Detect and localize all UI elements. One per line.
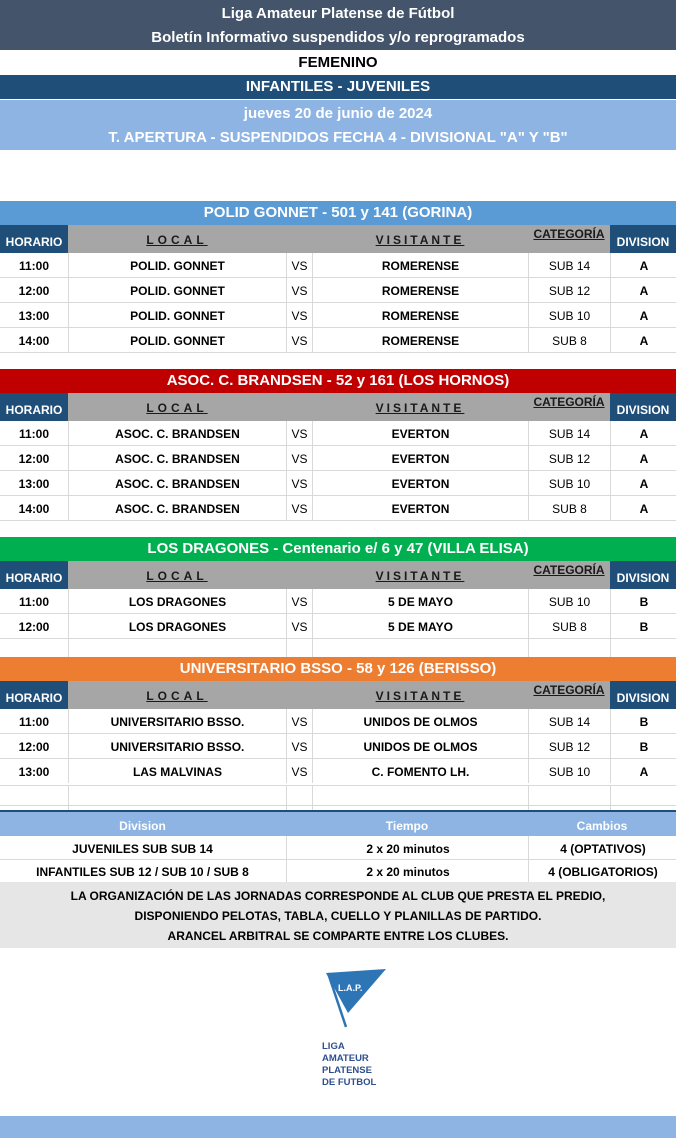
match-category: SUB 12 bbox=[528, 734, 610, 758]
match-local: POLID. GONNET bbox=[68, 328, 286, 352]
gender-label: FEMENINO bbox=[0, 52, 676, 74]
match-visitor: C. FOMENTO LH. bbox=[312, 759, 528, 783]
summary-cambios: 4 (OBLIGATORIOS) bbox=[528, 859, 676, 885]
col-division: DIVISION bbox=[610, 561, 676, 589]
table-header bbox=[0, 561, 676, 589]
summary-tiempo: 2 x 20 minutos bbox=[286, 859, 529, 885]
col-division: DIVISION bbox=[610, 225, 676, 253]
match-category: SUB 8 bbox=[528, 328, 610, 352]
match-local bbox=[68, 786, 286, 810]
summary-cambios: 4 (OPTATIVOS) bbox=[528, 836, 676, 862]
match-local: ASOC. C. BRANDSEN bbox=[68, 496, 286, 520]
note-line: DISPONIENDO PELOTAS, TABLA, CUELLO Y PLANILLAS DE PARTIDO. bbox=[134, 909, 542, 923]
match-visitor: ROMERENSE bbox=[312, 253, 528, 277]
match-time: 14:00 bbox=[18, 502, 50, 516]
match-category: SUB 12 bbox=[528, 278, 610, 302]
match-vs: VS bbox=[286, 709, 312, 733]
col-categoria: CATEGORÍA bbox=[533, 683, 605, 697]
col-horario: HORARIO bbox=[0, 225, 68, 253]
col-horario: HORARIO bbox=[0, 393, 68, 421]
match-time: 13:00 bbox=[18, 765, 50, 779]
venue-title: LOS DRAGONES - Centenario e/ 6 y 47 (VILLA ELISA) bbox=[0, 537, 676, 561]
match-vs: VS bbox=[286, 759, 312, 783]
table-row bbox=[0, 253, 676, 278]
league-name: Liga Amateur Platense de Fútbol bbox=[221, 5, 455, 22]
note-line: ARANCEL ARBITRAL SE COMPARTE ENTRE LOS CLUBES. bbox=[167, 929, 509, 943]
match-category: SUB 8 bbox=[528, 496, 610, 520]
logo-line: LIGA bbox=[322, 1041, 345, 1052]
table-row bbox=[0, 786, 676, 806]
table-row bbox=[0, 303, 676, 328]
col-division: DIVISION bbox=[610, 681, 676, 709]
match-visitor: EVERTON bbox=[312, 496, 528, 520]
category-label: INFANTILES - JUVENILES bbox=[0, 75, 676, 99]
col-categoria: CATEGORÍA bbox=[533, 395, 605, 409]
match-time: 12:00 bbox=[18, 452, 50, 466]
match-division: A bbox=[610, 446, 676, 470]
match-vs: VS bbox=[286, 734, 312, 758]
col-categoria: CATEGORÍA bbox=[533, 227, 605, 241]
match-time: 13:00 bbox=[18, 477, 50, 491]
match-division: A bbox=[610, 328, 676, 352]
match-division: A bbox=[610, 421, 676, 445]
table-row bbox=[0, 421, 676, 446]
match-division bbox=[610, 786, 676, 810]
match-category: SUB 10 bbox=[528, 759, 610, 783]
match-category: SUB 14 bbox=[528, 253, 610, 277]
footer-bar bbox=[0, 1116, 676, 1138]
match-visitor: UNIDOS DE OLMOS bbox=[312, 734, 528, 758]
match-local: UNIVERSITARIO BSSO. bbox=[68, 734, 286, 758]
match-visitor: EVERTON bbox=[312, 446, 528, 470]
col-local: LOCAL bbox=[146, 689, 208, 703]
match-vs: VS bbox=[286, 421, 312, 445]
table-row bbox=[0, 589, 676, 614]
match-category: SUB 10 bbox=[528, 589, 610, 613]
table-row bbox=[0, 709, 676, 734]
table-row bbox=[0, 328, 676, 353]
col-division: DIVISION bbox=[610, 393, 676, 421]
summary-division: JUVENILES SUB SUB 14 bbox=[72, 842, 213, 856]
match-time: 12:00 bbox=[18, 740, 50, 754]
summary-header bbox=[0, 810, 676, 836]
match-division: B bbox=[610, 589, 676, 613]
match-visitor: EVERTON bbox=[312, 471, 528, 495]
col-local: LOCAL bbox=[146, 569, 208, 583]
match-category: SUB 10 bbox=[528, 303, 610, 327]
match-division: B bbox=[610, 709, 676, 733]
venue-block bbox=[0, 201, 676, 353]
match-local: POLID. GONNET bbox=[68, 278, 286, 302]
match-visitor: ROMERENSE bbox=[312, 278, 528, 302]
col-visitante: VISITANTE bbox=[375, 233, 465, 247]
match-vs: VS bbox=[286, 496, 312, 520]
match-visitor: UNIDOS DE OLMOS bbox=[312, 709, 528, 733]
match-vs: VS bbox=[286, 589, 312, 613]
match-division: A bbox=[610, 278, 676, 302]
match-vs: VS bbox=[286, 446, 312, 470]
match-division: B bbox=[610, 734, 676, 758]
table-row bbox=[0, 278, 676, 303]
bulletin-title: Boletín Informativo suspendidos y/o reprogramados bbox=[151, 29, 525, 46]
match-time: 11:00 bbox=[18, 427, 50, 441]
summary-col-cambios: Cambios bbox=[576, 819, 628, 833]
match-time: 13:00 bbox=[18, 309, 50, 323]
venue-block bbox=[0, 537, 676, 664]
match-time: 11:00 bbox=[18, 595, 50, 609]
venue-title: POLID GONNET - 501 y 141 (GORINA) bbox=[0, 201, 676, 225]
match-visitor: 5 DE MAYO bbox=[312, 614, 528, 638]
match-vs: VS bbox=[286, 328, 312, 352]
col-local: LOCAL bbox=[146, 233, 208, 247]
note-line: LA ORGANIZACIÓN DE LAS JORNADAS CORRESPONDE AL CLUB QUE PRESTA EL PREDIO, bbox=[70, 889, 606, 903]
match-category: SUB 10 bbox=[528, 471, 610, 495]
col-horario: HORARIO bbox=[0, 681, 68, 709]
logo-line: PLATENSE bbox=[322, 1065, 372, 1076]
match-category: SUB 12 bbox=[528, 446, 610, 470]
venue-title: UNIVERSITARIO BSSO - 58 y 126 (BERISSO) bbox=[0, 657, 676, 681]
match-time: 12:00 bbox=[18, 620, 50, 634]
match-vs: VS bbox=[286, 614, 312, 638]
match-visitor: EVERTON bbox=[312, 421, 528, 445]
summary-row bbox=[0, 859, 676, 883]
match-time bbox=[0, 786, 68, 810]
table-row bbox=[0, 614, 676, 639]
date-banner bbox=[0, 100, 676, 150]
bulletin-header bbox=[0, 0, 676, 50]
col-visitante: VISITANTE bbox=[375, 401, 465, 415]
table-row bbox=[0, 471, 676, 496]
col-horario: HORARIO bbox=[0, 561, 68, 589]
summary-division: INFANTILES SUB 12 / SUB 10 / SUB 8 bbox=[36, 865, 249, 879]
table-header bbox=[0, 393, 676, 421]
match-visitor: 5 DE MAYO bbox=[312, 589, 528, 613]
match-date: jueves 20 de junio de 2024 bbox=[243, 105, 433, 122]
match-visitor: ROMERENSE bbox=[312, 303, 528, 327]
match-division: A bbox=[610, 496, 676, 520]
col-local: LOCAL bbox=[146, 401, 208, 415]
venue-block bbox=[0, 369, 676, 521]
match-time: 11:00 bbox=[18, 715, 50, 729]
table-row bbox=[0, 496, 676, 521]
match-vs: VS bbox=[286, 253, 312, 277]
organization-note bbox=[0, 882, 676, 948]
summary-row bbox=[0, 836, 676, 860]
col-visitante: VISITANTE bbox=[375, 689, 465, 703]
summary-col-division: Division bbox=[119, 819, 166, 833]
match-visitor: ROMERENSE bbox=[312, 328, 528, 352]
match-category: SUB 14 bbox=[528, 709, 610, 733]
league-logo bbox=[300, 965, 410, 1100]
match-local: ASOC. C. BRANDSEN bbox=[68, 446, 286, 470]
table-row bbox=[0, 446, 676, 471]
table-row bbox=[0, 734, 676, 759]
venue-title: ASOC. C. BRANDSEN - 52 y 161 (LOS HORNOS) bbox=[0, 369, 676, 393]
match-division: B bbox=[610, 614, 676, 638]
table-header bbox=[0, 681, 676, 709]
summary-tiempo: 2 x 20 minutos bbox=[286, 836, 529, 862]
match-division: A bbox=[610, 303, 676, 327]
col-categoria: CATEGORÍA bbox=[533, 563, 605, 577]
match-vs: VS bbox=[286, 471, 312, 495]
match-vs: VS bbox=[286, 303, 312, 327]
match-vs: VS bbox=[286, 278, 312, 302]
match-local: UNIVERSITARIO BSSO. bbox=[68, 709, 286, 733]
match-local: LAS MALVINAS bbox=[68, 759, 286, 783]
match-local: POLID. GONNET bbox=[68, 253, 286, 277]
table-row bbox=[0, 759, 676, 786]
tournament-label: T. APERTURA - SUSPENDIDOS FECHA 4 - DIVISIONAL "A" Y "B" bbox=[108, 129, 568, 146]
match-local: LOS DRAGONES bbox=[68, 589, 286, 613]
match-division: A bbox=[610, 759, 676, 783]
venue-block bbox=[0, 657, 676, 806]
match-time: 12:00 bbox=[18, 284, 50, 298]
col-visitante: VISITANTE bbox=[375, 569, 465, 583]
match-division: A bbox=[610, 253, 676, 277]
match-local: ASOC. C. BRANDSEN bbox=[68, 421, 286, 445]
match-local: ASOC. C. BRANDSEN bbox=[68, 471, 286, 495]
match-category bbox=[528, 786, 610, 810]
flag-text: L.A.P. bbox=[338, 983, 363, 993]
match-category: SUB 14 bbox=[528, 421, 610, 445]
table-header bbox=[0, 225, 676, 253]
match-division: A bbox=[610, 471, 676, 495]
match-time: 11:00 bbox=[18, 259, 50, 273]
match-local: POLID. GONNET bbox=[68, 303, 286, 327]
match-visitor bbox=[312, 786, 528, 810]
summary-col-tiempo: Tiempo bbox=[385, 819, 429, 833]
match-time: 14:00 bbox=[18, 334, 50, 348]
logo-line: AMATEUR bbox=[322, 1053, 369, 1064]
match-local: LOS DRAGONES bbox=[68, 614, 286, 638]
match-category: SUB 8 bbox=[528, 614, 610, 638]
match-vs bbox=[286, 786, 312, 810]
logo-line: DE FUTBOL bbox=[322, 1077, 377, 1088]
